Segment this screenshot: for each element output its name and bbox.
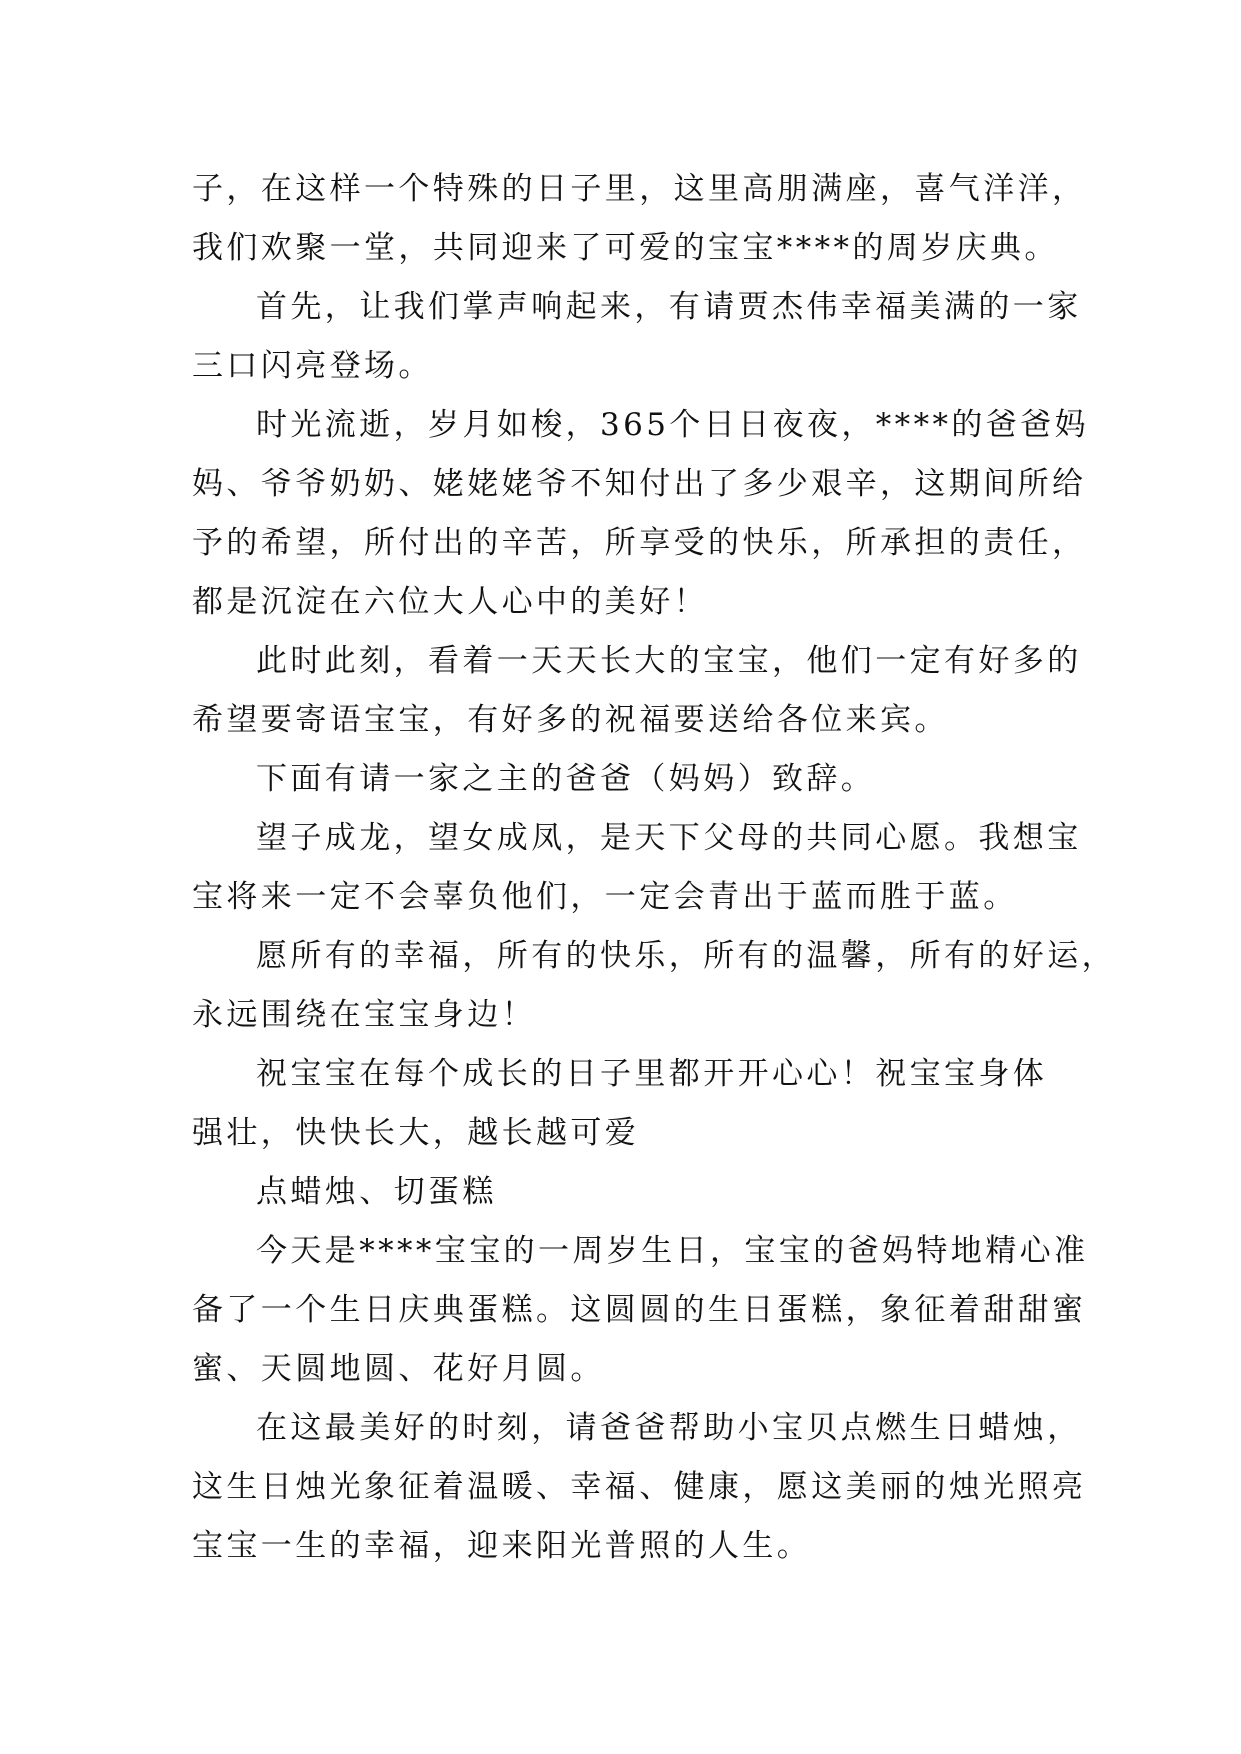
paragraph-first-line: 下面有请一家之主的爸爸（妈妈）致辞。 [256, 761, 876, 797]
text-line: 备了一个生日庆典蛋糕。这圆圆的生日蛋糕，象征着甜甜蜜 [192, 1292, 1087, 1328]
text-line: 我们欢聚一堂，共同迎来了可爱的宝宝****的周岁庆典。 [192, 230, 1059, 266]
text-line: 都是沉淀在六位大人心中的美好！ [192, 584, 708, 620]
text-line: 子，在这样一个特殊的日子里，这里高朋满座，喜气洋洋， [192, 171, 1087, 207]
text-line: 宝宝一生的幸福，迎来阳光普照的人生。 [192, 1528, 812, 1564]
document-body [192, 160, 1116, 1576]
text-line: 这生日烛光象征着温暖、幸福、健康，愿这美丽的烛光照亮 [192, 1469, 1087, 1505]
text-line: 三口闪亮登场。 [192, 348, 433, 384]
text-line: 宝将来一定不会辜负他们，一定会青出于蓝而胜于蓝。 [192, 879, 1018, 915]
text-line: 希望要寄语宝宝，有好多的祝福要送给各位来宾。 [192, 702, 949, 738]
paragraph-first-line: 望子成龙，望女成凤，是天下父母的共同心愿。我想宝 [256, 820, 1082, 856]
paragraph-first-line: 在这最美好的时刻，请爸爸帮助小宝贝点燃生日蜡烛， [256, 1410, 1082, 1446]
text-line: 蜜、天圆地圆、花好月圆。 [192, 1351, 605, 1387]
text-line: 永远围绕在宝宝身边！ [192, 997, 536, 1033]
paragraph-first-line: 时光流逝，岁月如梭，365个日日夜夜，****的爸爸妈 [256, 407, 1089, 443]
paragraph-first-line: 祝宝宝在每个成长的日子里都开开心心！祝宝宝身体 [256, 1056, 1048, 1092]
text-line: 强壮，快快长大，越长越可爱 [192, 1115, 640, 1151]
section-heading: 点蜡烛、切蛋糕 [256, 1174, 497, 1210]
text-line: 予的希望，所付出的辛苦，所享受的快乐，所承担的责任， [192, 525, 1087, 561]
paragraph-first-line: 此时此刻，看着一天天长大的宝宝，他们一定有好多的 [256, 643, 1082, 679]
paragraph-first-line: 今天是****宝宝的一周岁生日，宝宝的爸妈特地精心准 [256, 1233, 1089, 1269]
paragraph-first-line: 愿所有的幸福，所有的快乐，所有的温馨，所有的好运， [256, 938, 1116, 974]
paragraph-first-line: 首先，让我们掌声响起来，有请贾杰伟幸福美满的一家 [256, 289, 1082, 325]
text-line: 妈、爷爷奶奶、姥姥姥爷不知付出了多少艰辛，这期间所给 [192, 466, 1087, 502]
